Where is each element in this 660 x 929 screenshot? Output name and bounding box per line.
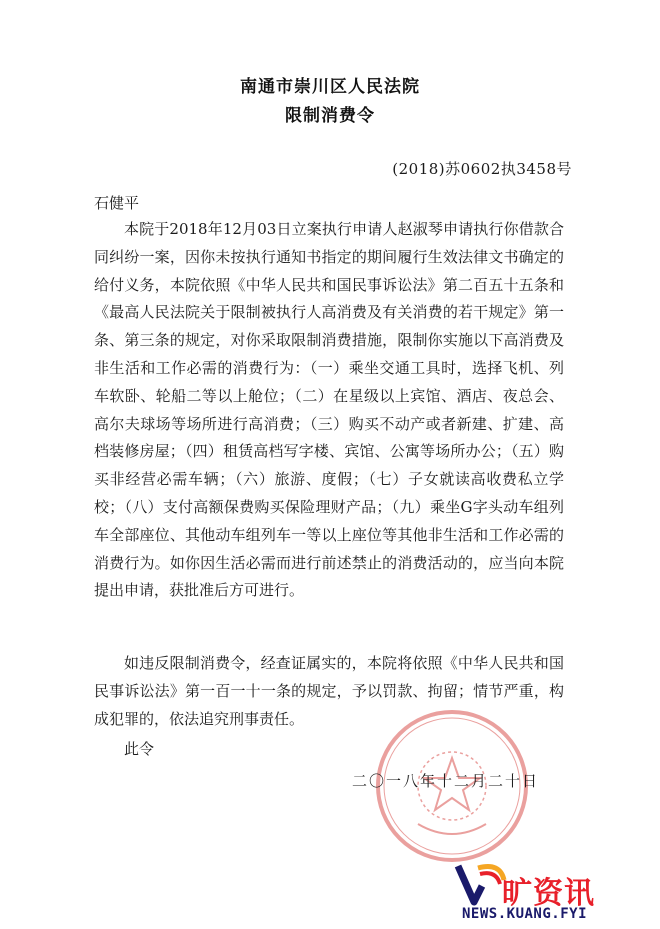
document-type: 限制消费令 [285,106,375,126]
case-number: (2018)苏0602执3458号 [392,160,572,178]
court-name: 南通市崇川区人民法院 [240,77,420,97]
warning-paragraph: 如违反限制消费令，经查证属实的，本院将依照《中华人民共和国民事诉讼法》第一百一十一条的规定，予以罚款、拘留；情节严重，构成犯罪的，依法追究刑事责任。 [94,654,564,728]
brand-name: 旷资讯 [502,876,595,911]
site-watermark [452,862,660,929]
order-paragraph: 本院于2018年12月03日立案执行申请人赵淑琴申请执行你借款合同纠纷一案，因你未按执行通知书指定的期间履行生效法律文书确定的给付义务，本院依照《中华人民共和国民事诉讼法》第二百五十五条和《最高人民法院关于限制被执行人高消费及有关消费的若干规定》第一条、第三条的规定，对你采取限制消费措施，限制你实施以下高消费及非生活和工作必需的消费行为：（一）乘坐交通工具时，选择飞机、列车软卧、轮船二等以上舱位；（二）在星级以上宾馆、酒店、夜总会、高尔夫球场等场所进行高消费；（三）购买不动产或者新建、扩建、高档装修房屋；（四）租赁高档写字楼、宾馆、公寓等场所办公；（五）购买非经营必需车辆；（六）旅游、度假；（七）子女就读高收费私立学校；（八）支付高额保费购买保险理财产品；（九）乘坐G字头动车组列车全部座位、其他动车组列车一等以上座位等其他非生活和工作必需的消费行为。如你因生活必需而进行前述禁止的消费活动的，应当向本院提出申请，获批准后方可进行。 [94,220,564,600]
recipient-name: 石健平 [94,194,140,212]
issue-date: 二〇一八年十二月二十日 [352,772,540,790]
brand-url: NEWS.KUANG.FYI [462,906,588,922]
closing-text: 此令 [124,740,155,758]
